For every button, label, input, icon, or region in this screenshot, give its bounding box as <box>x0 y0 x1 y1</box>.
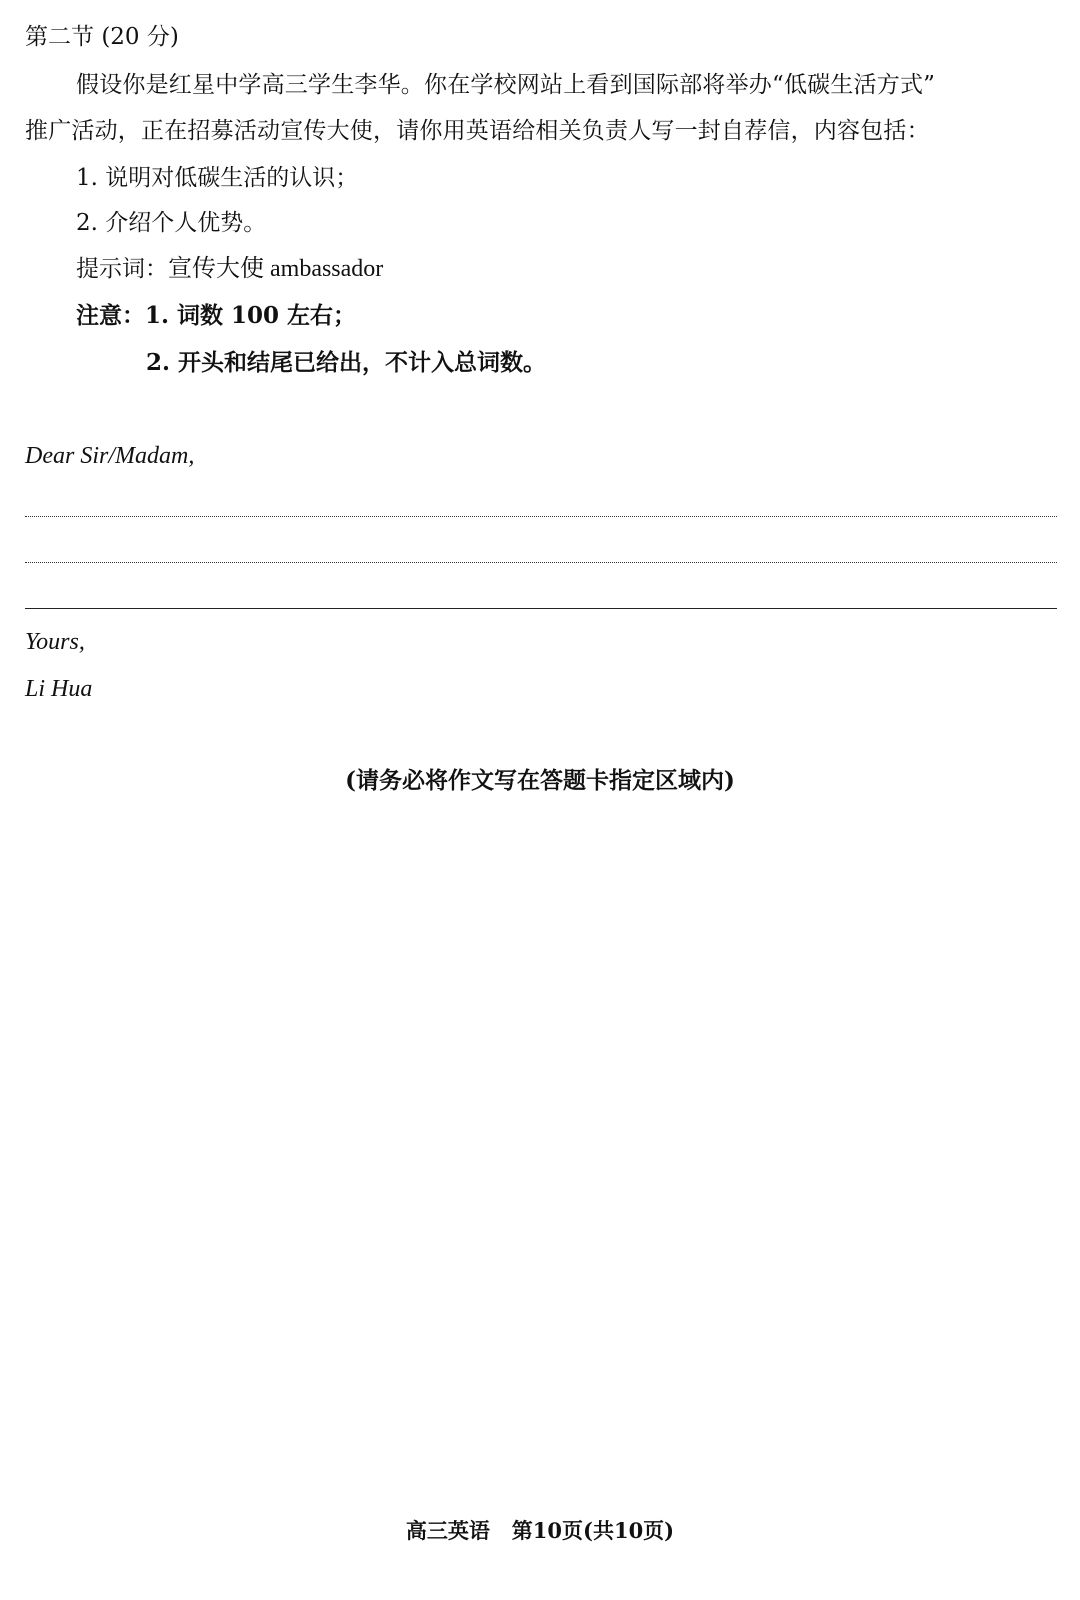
footer-page-number: 第10页(共10页) <box>511 1518 675 1543</box>
page-footer <box>0 1516 1080 1546</box>
answer-line-2 <box>25 562 1057 563</box>
section-heading <box>25 22 179 52</box>
footer-subject: 高三英语 <box>405 1518 490 1543</box>
letter-salutation: Dear Sir/Madam, <box>25 443 195 469</box>
section-title: 第二节 <box>25 24 94 50</box>
answer-line-1 <box>25 516 1057 517</box>
answer-sheet-instruction: (请务必将作文写在答题卡指定区域内) <box>345 767 735 794</box>
hint-text: 宣传大使 ambassador <box>168 256 384 282</box>
prompt-line-1: 假设你是红星中学高三学生李华。你在学校网站上看到国际部将举办“低碳生活方式” <box>76 72 936 98</box>
section-score: (20 分) <box>101 24 179 50</box>
letter-signature: Li Hua <box>25 676 93 702</box>
notes-line-1 <box>76 301 356 331</box>
prompt-line-2: 推广活动，正在招募活动宣传大使，请你用英语给相关负责人写一封自荐信，内容包括： <box>25 118 930 144</box>
hint-label: 提示词： <box>76 256 168 282</box>
content-point-2: 2. 介绍个人优势。 <box>76 210 267 236</box>
notes-label: 注意： <box>76 302 145 329</box>
hint-line <box>76 254 383 284</box>
letter-closing: Yours, <box>25 629 85 655</box>
note-item-2: 2. 开头和结尾已给出，不计入总词数。 <box>146 349 547 376</box>
note-item-1: 1. 词数 100 左右； <box>145 302 357 329</box>
content-point-1: 1. 说明对低碳生活的认识； <box>76 165 359 191</box>
answer-line-3 <box>25 608 1057 609</box>
